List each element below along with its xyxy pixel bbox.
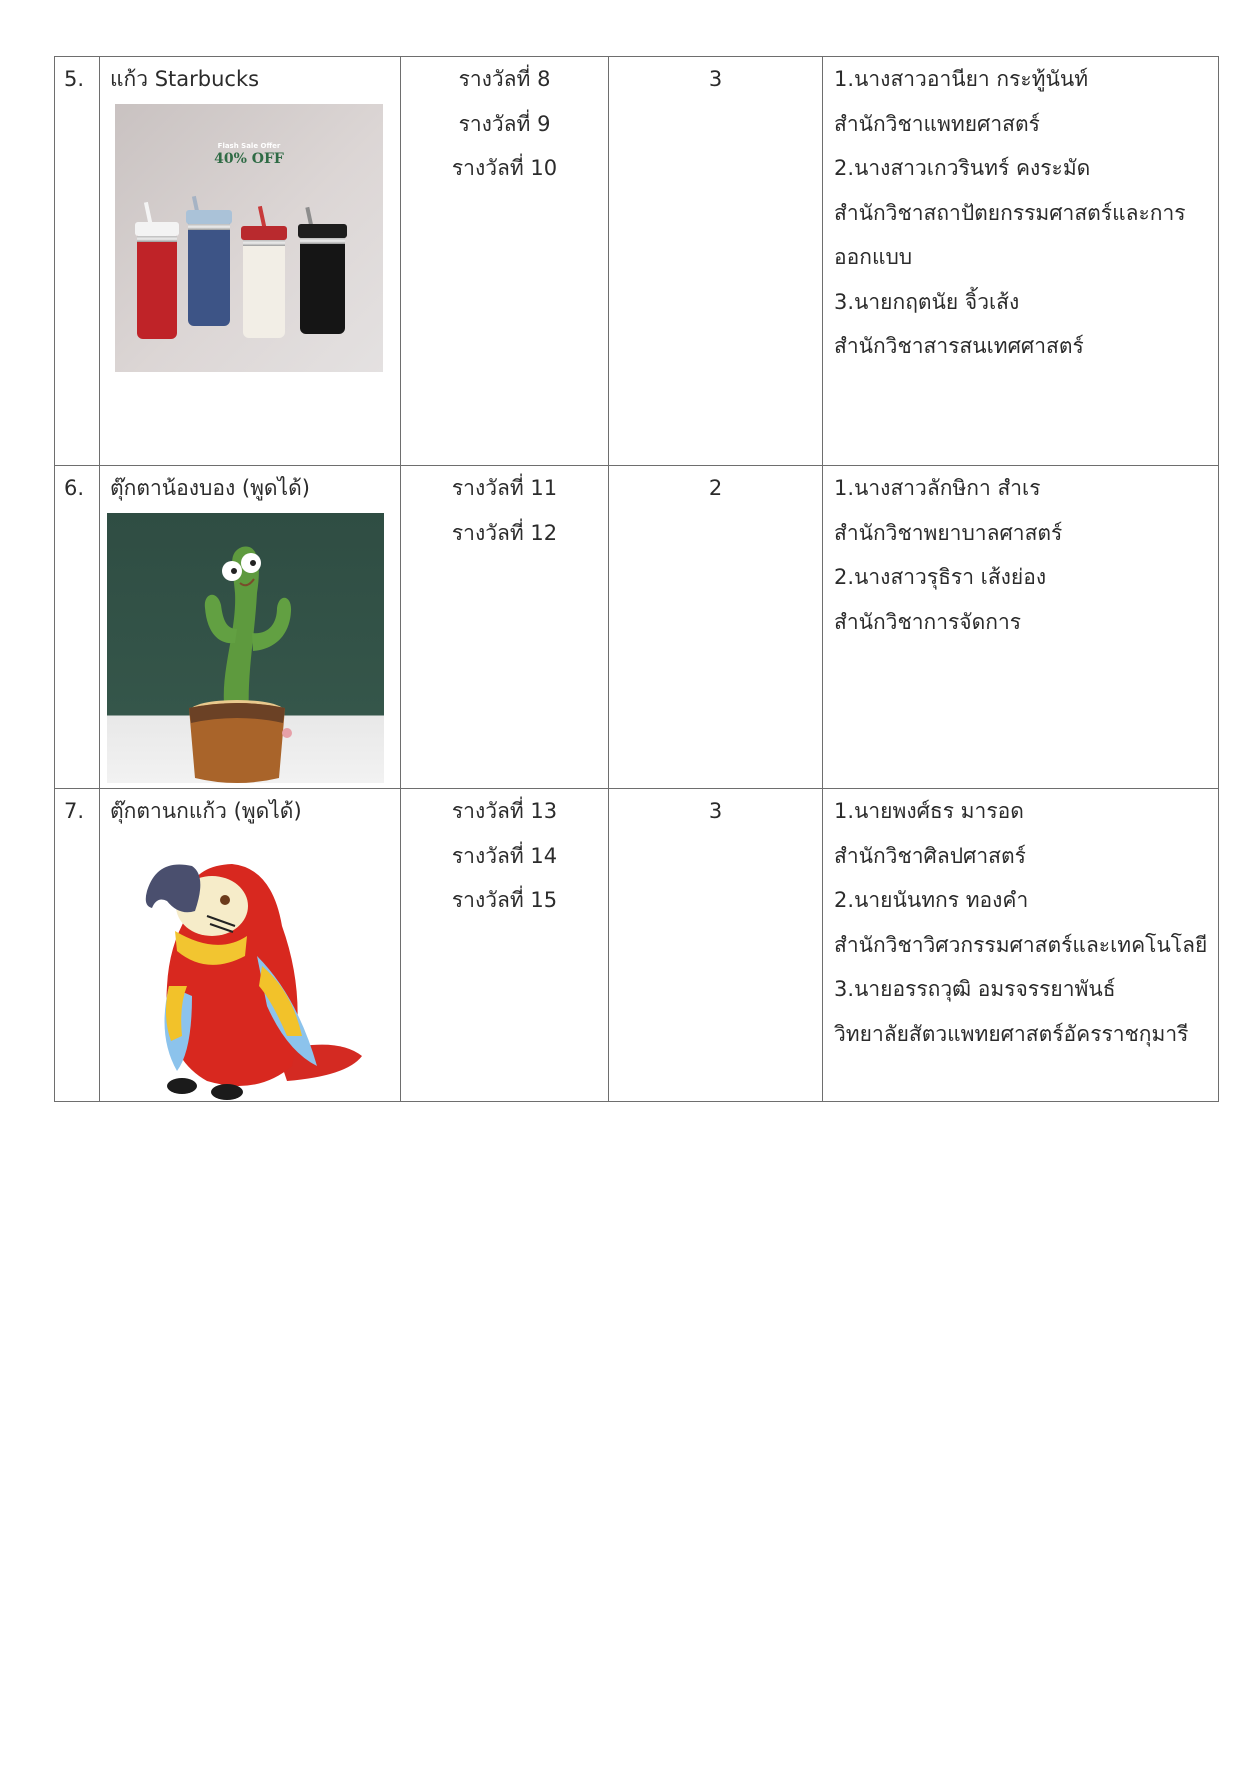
prize-rank: รางวัลที่ 13 (451, 799, 558, 823)
prize-ranks-cell (401, 789, 609, 1102)
table-row (55, 466, 1219, 789)
prize-rank: รางวัลที่ 15 (451, 888, 558, 912)
prize-rank: รางวัลที่ 9 (458, 111, 551, 136)
winner-line: วิทยาลัยสัตวแพทยศาสตร์อัครราชกุมารี (834, 1021, 1189, 1046)
prize-rank: รางวัลที่ 11 (451, 476, 558, 500)
row-number-cell (55, 57, 100, 466)
prize-rank: รางวัลที่ 12 (451, 520, 558, 545)
prize-count: 2 (708, 476, 723, 500)
winners-cell (823, 466, 1219, 789)
winners-cell (823, 789, 1219, 1102)
prize-rank: รางวัลที่ 14 (451, 843, 558, 868)
winner-line: สำนักวิชาศิลปศาสตร์ (834, 843, 1026, 868)
winner-line: สำนักวิชาการจัดการ (834, 609, 1022, 634)
item-name: ตุ๊กตาน้องบอง (พูดได้) (110, 476, 310, 500)
winner-line: 1.นายพงศ์ธร มารอด (834, 799, 1024, 823)
item-name: ตุ๊กตานกแก้ว (พูดได้) (110, 799, 302, 823)
winner-line: สำนักวิชาสถาปัตยกรรมศาสตร์และการ (834, 200, 1186, 225)
winners-cell (823, 57, 1219, 466)
row-number-cell (55, 466, 100, 789)
table-row (55, 789, 1219, 1102)
winner-line: 1.นางสาวลักษิกา สำเร (834, 476, 1041, 500)
winner-line: ออกแบบ (834, 245, 913, 269)
table-row (55, 57, 1219, 466)
prize-ranks-cell (401, 57, 609, 466)
row-number: 7. (64, 799, 85, 823)
winner-line: สำนักวิชาสารสนเทศศาสตร์ (834, 334, 1084, 358)
prize-count-cell (609, 789, 823, 1102)
winner-line: 2.นางสาวเกวรินทร์ คงระมัด (834, 156, 1091, 180)
winner-line: 3.นายกฤตนัย จิ้วเส้ง (834, 289, 1020, 314)
prize-count-cell (609, 466, 823, 789)
item-cell (100, 789, 401, 1102)
item-name: แก้ว Starbucks (110, 67, 260, 91)
winner-line: 1.นางสาวอานียา กระทู้นันท์ (834, 67, 1089, 91)
talking-parrot-toy-image (107, 836, 384, 1101)
dancing-cactus-toy-image (107, 513, 384, 783)
prize-rank: รางวัลที่ 8 (458, 67, 551, 91)
prize-count: 3 (708, 67, 723, 91)
winner-line: สำนักวิชาวิศวกรรมศาสตร์และเทคโนโลยี (834, 932, 1208, 957)
item-cell (100, 57, 401, 466)
row-number: 6. (64, 476, 85, 500)
row-number-cell (55, 789, 100, 1102)
prize-count: 3 (708, 799, 723, 823)
winner-line: 2.นายนันทกร ทองคำ (834, 888, 1029, 912)
prize-rank: รางวัลที่ 10 (451, 156, 558, 180)
winner-line: 2.นางสาวรุธิรา เส้งย่อง (834, 565, 1047, 589)
prize-winners-table (54, 56, 1219, 1102)
row-number: 5. (64, 67, 85, 91)
item-cell (100, 466, 401, 789)
winner-line: สำนักวิชาแพทยศาสตร์ (834, 111, 1040, 136)
image-caption-small: Flash Sale Offer (217, 141, 281, 150)
winner-line: 3.นายอรรถวุฒิ อมรจรรยาพันธ์ (834, 977, 1116, 1001)
prize-ranks-cell (401, 466, 609, 789)
winner-line: สำนักวิชาพยาบาลศาสตร์ (834, 520, 1063, 545)
prize-count-cell (609, 57, 823, 466)
starbucks-tumblers-image (115, 104, 383, 372)
image-caption-large: 40% OFF (214, 150, 284, 167)
